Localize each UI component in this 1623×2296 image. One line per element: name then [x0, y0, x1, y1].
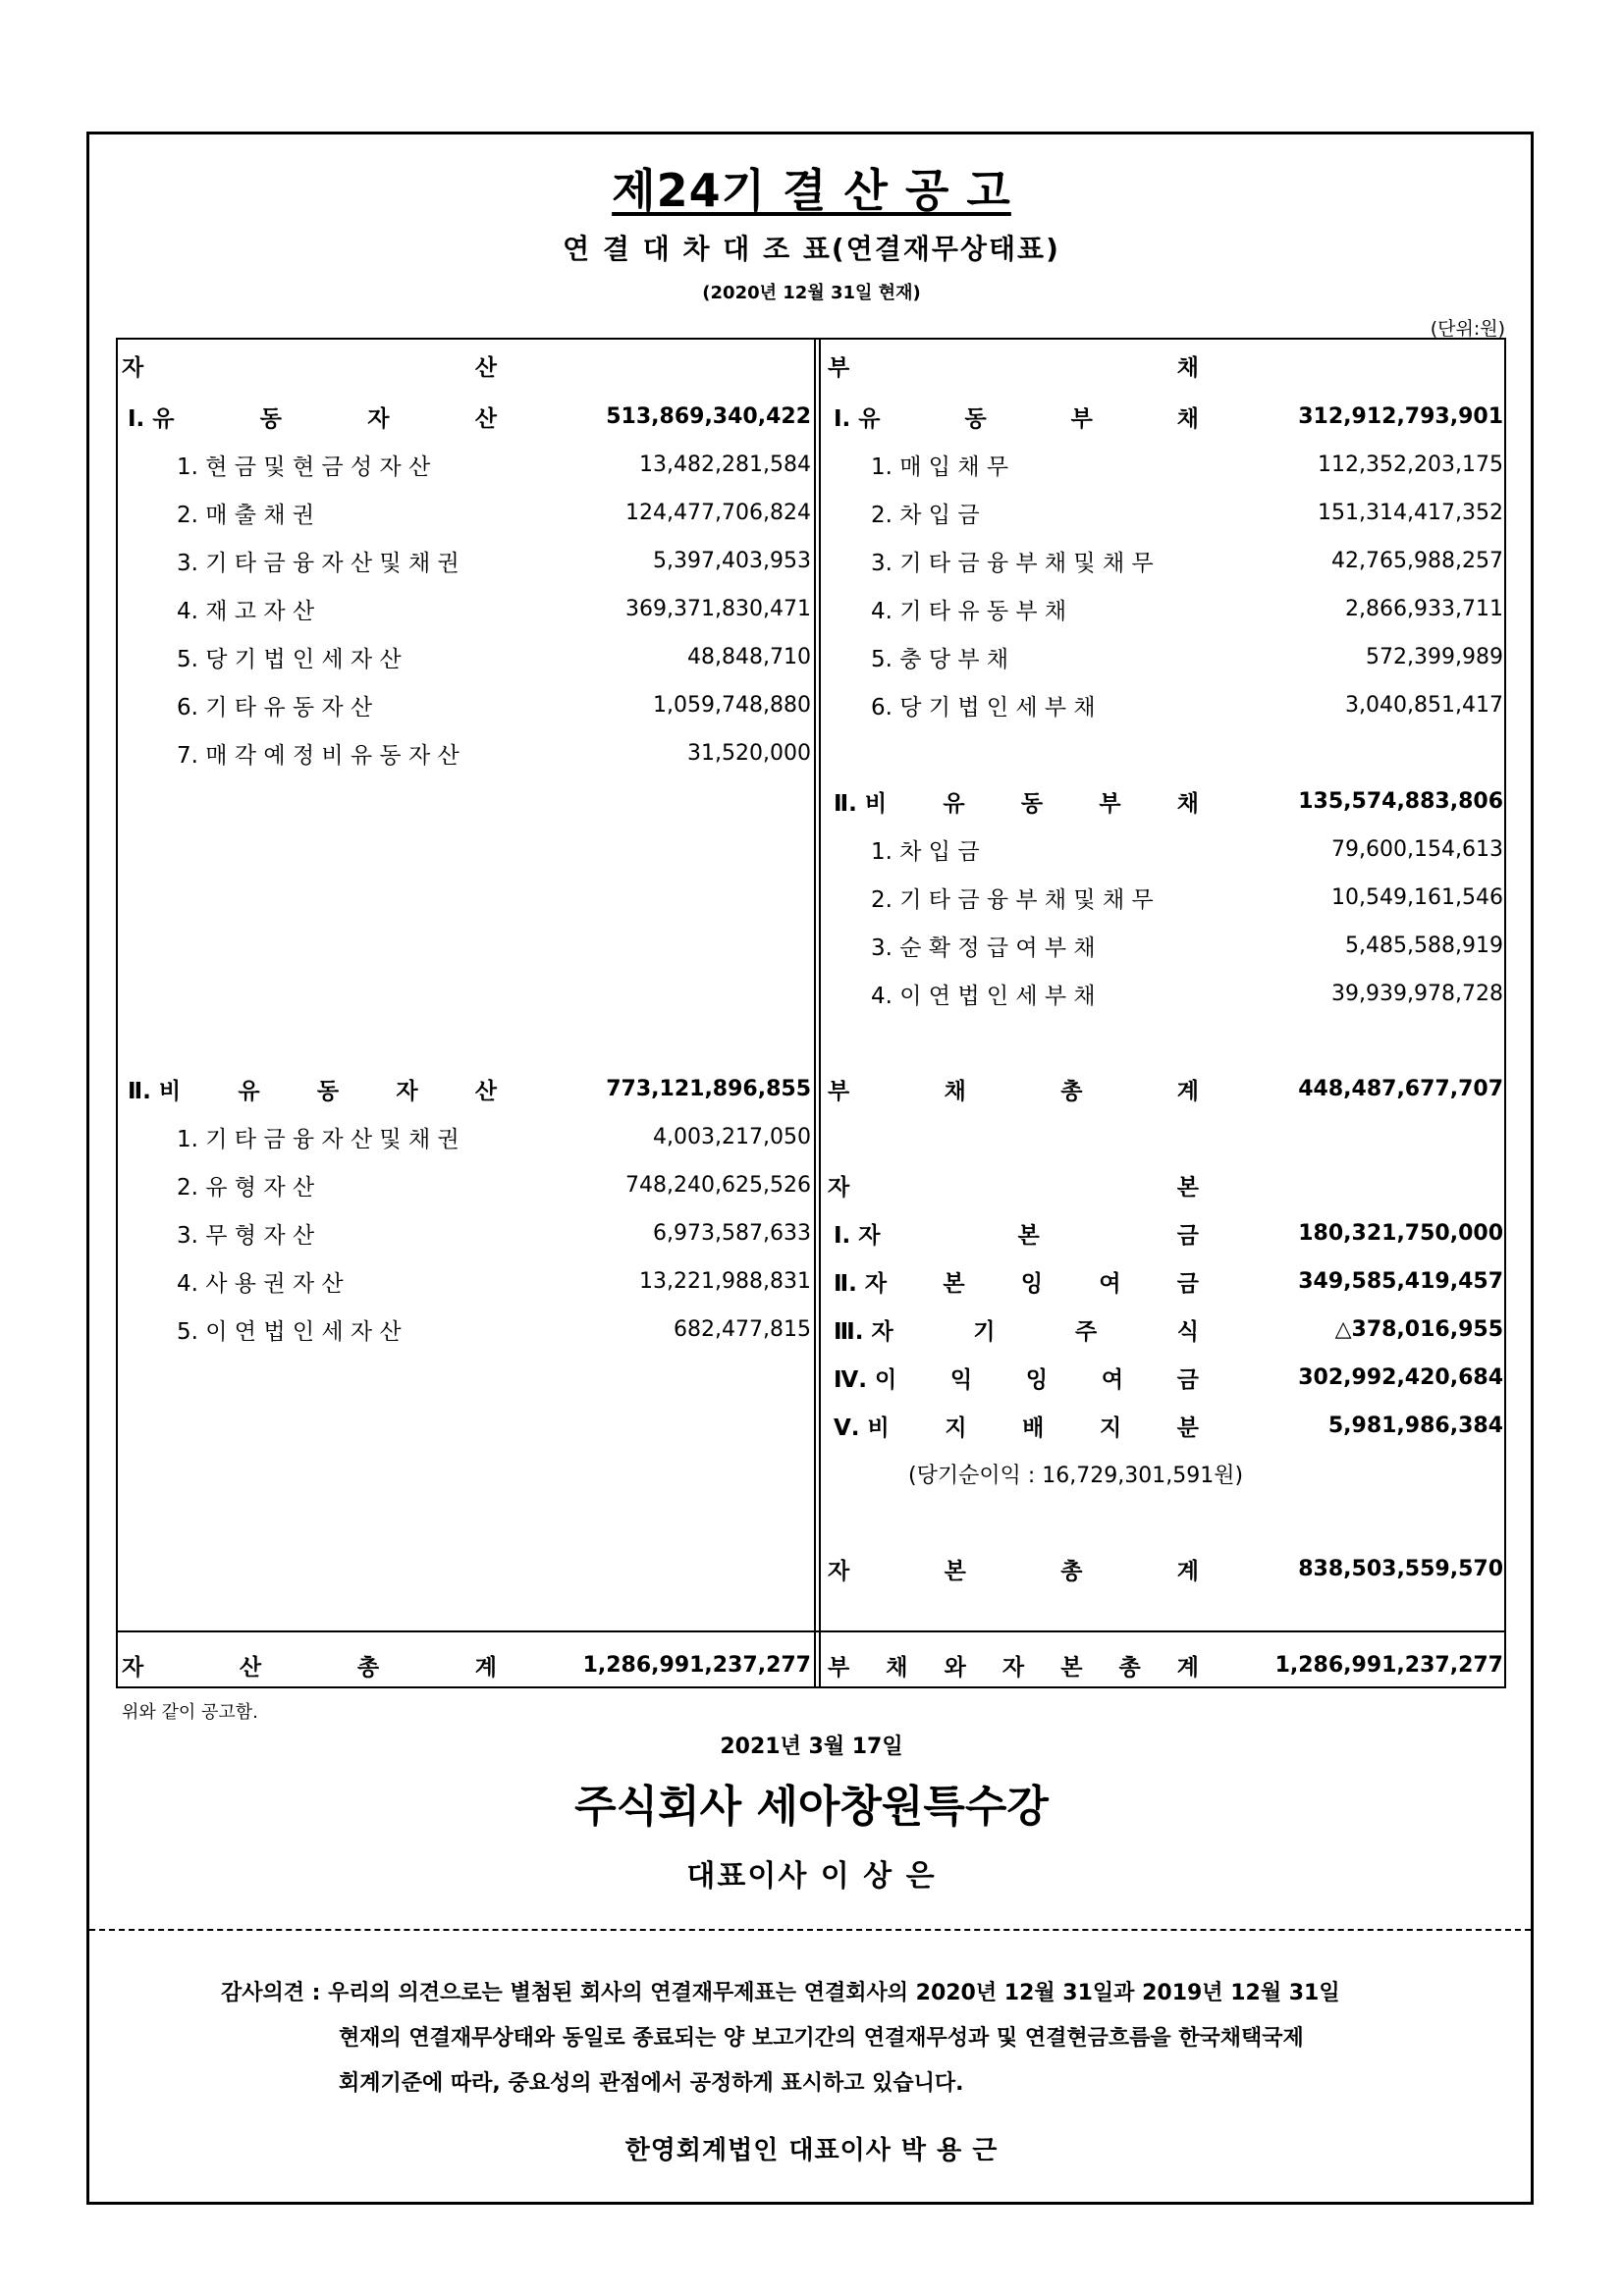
- liability-item-value: 572,399,989: [1366, 644, 1503, 669]
- total-liabilities-label-1: 부: [828, 1078, 850, 1104]
- total-equity-label-4: 계: [1176, 1558, 1199, 1584]
- audit-opinion: [221, 1971, 1340, 2107]
- equity-item-row: [828, 1358, 1503, 1397]
- asset-item-label: 2. 매 출 채 권: [177, 502, 315, 528]
- total-equity-label-2: 본: [944, 1558, 966, 1584]
- equity-heading-row: [828, 1165, 1503, 1204]
- total-assets-row: [122, 1645, 811, 1684]
- noncurrent-assets-value: 773,121,896,855: [606, 1076, 811, 1101]
- announcement-date: 2021년 3월 17일: [720, 1735, 903, 1759]
- equity-item-row: [828, 1261, 1503, 1301]
- total-assets-label-1: 자: [122, 1654, 144, 1681]
- liability-item-label: 1. 매 입 채 무: [871, 454, 1009, 480]
- total-equity-row: [828, 1549, 1503, 1588]
- total-liabilities-value: 448,487,677,707: [1298, 1076, 1503, 1101]
- equity-item-label-part: 잉: [1025, 1366, 1049, 1393]
- equity-item-label-part: Ⅱ. 자: [834, 1270, 888, 1297]
- asset-item-row: [122, 445, 811, 484]
- assets-heading-2: 산: [474, 354, 497, 381]
- audit-opinion-line: 회계기준에 따라, 중요성의 관점에서 공정하게 표시하고 있습니다.: [339, 2071, 964, 2096]
- equity-heading-1: 자: [828, 1174, 850, 1201]
- liability-item-row: [828, 541, 1503, 580]
- liability-item-value: 151,314,417,352: [1318, 500, 1503, 525]
- equity-item-label-part: Ⅲ. 자: [834, 1318, 893, 1345]
- asset-item-value: 5,397,403,953: [653, 548, 811, 573]
- liability-item-row: [828, 445, 1503, 484]
- liability-item-value: 2,866,933,711: [1345, 596, 1503, 621]
- total-liabilities-label-2: 채: [944, 1078, 966, 1104]
- asset-item-label: 2. 유 형 자 산: [177, 1174, 315, 1201]
- asset-item-value: 124,477,706,824: [625, 500, 811, 525]
- audit-opinion-line: 감사의견 : 우리의 의견으로는 별첨된 회사의 연결재무제표는 연결회사의 2020년 12월 31일과 2019년 12월 31일: [221, 1981, 1340, 2005]
- section-divider: [89, 1929, 1531, 1931]
- asset-item-value: 1,059,748,880: [653, 692, 811, 718]
- asset-item-row: [122, 589, 811, 628]
- equity-item-label-part: 지: [1099, 1415, 1122, 1441]
- asset-item-row: [122, 1165, 811, 1204]
- current-liabilities-label-2: 동: [964, 405, 987, 432]
- total-equity-value: 838,503,559,570: [1298, 1556, 1503, 1581]
- equity-item-label-part: 본: [1017, 1222, 1040, 1249]
- liability-item-row: [828, 589, 1503, 628]
- grand-total-label-part: 총: [1118, 1654, 1141, 1681]
- equity-item-label-part: 금: [1176, 1270, 1199, 1297]
- liability-item-label: 4. 기 타 유 동 부 채: [871, 598, 1067, 624]
- equity-item-label-part: 주: [1075, 1318, 1098, 1345]
- liability-item-value: 39,939,978,728: [1331, 981, 1503, 1006]
- asset-item-row: [122, 1261, 811, 1301]
- grand-total-label-part: 부: [828, 1654, 850, 1681]
- liability-item-row: [828, 878, 1503, 917]
- asset-item-row: [122, 541, 811, 580]
- equity-item-value: △378,016,955: [1334, 1316, 1503, 1342]
- equity-item-row: [828, 1406, 1503, 1445]
- noncurrent-assets-row: [122, 1069, 811, 1108]
- equity-item-value: 5,981,986,384: [1327, 1413, 1503, 1438]
- liability-item-label: 2. 기 타 금 융 부 채 및 채 무: [871, 886, 1154, 913]
- noncurrent-assets-label-1: Ⅱ. 비: [128, 1078, 182, 1104]
- equity-item-label-part: 배: [1022, 1415, 1045, 1441]
- auditor-name: 한영회계법인 대표이사 박 용 근: [624, 2136, 999, 2165]
- asset-item-row: [122, 637, 811, 676]
- current-assets-value: 513,869,340,422: [606, 403, 811, 429]
- net-income-note-row: [828, 1454, 1503, 1493]
- grand-total-label-part: 계: [1176, 1654, 1199, 1681]
- total-liabilities-row: [828, 1069, 1503, 1108]
- asset-item-value: 6,973,587,633: [653, 1220, 811, 1246]
- asset-item-row: [122, 1309, 811, 1349]
- asset-item-label: 5. 이 연 법 인 세 자 산: [177, 1318, 402, 1345]
- liability-item-value: 79,600,154,613: [1331, 836, 1503, 862]
- current-liabilities-label-4: 채: [1176, 405, 1199, 432]
- asset-item-value: 682,477,815: [674, 1316, 811, 1342]
- liability-item-value: 112,352,203,175: [1318, 452, 1503, 477]
- noncurrent-liabilities-value: 135,574,883,806: [1298, 788, 1503, 814]
- equity-item-row: [828, 1213, 1503, 1253]
- asset-item-value: 48,848,710: [687, 644, 811, 669]
- grand-total-label-part: 본: [1060, 1654, 1083, 1681]
- asset-item-value: 369,371,830,471: [625, 596, 811, 621]
- current-liabilities-label-3: 부: [1070, 405, 1093, 432]
- noncurrent-liabilities-label-5: 채: [1176, 790, 1199, 817]
- asset-item-row: [122, 685, 811, 724]
- noncurrent-liabilities-label-3: 동: [1020, 790, 1044, 817]
- asset-item-label: 6. 기 타 유 동 자 산: [177, 694, 373, 721]
- current-liabilities-label-1: Ⅰ. 유: [834, 405, 881, 432]
- noncurrent-assets-label-3: 동: [316, 1078, 340, 1104]
- equity-item-label-part: Ⅰ. 자: [834, 1222, 881, 1249]
- total-equity-label-3: 총: [1060, 1558, 1083, 1584]
- equity-item-label-part: 지: [945, 1415, 967, 1441]
- audit-opinion-line: 현재의 연결재무상태와 동일로 종료되는 양 보고기간의 연결재무성과 및 연결현금흐름을 한국채택국제: [339, 2026, 1304, 2051]
- total-liabilities-label-4: 계: [1176, 1078, 1199, 1104]
- grand-total-label-part: 자: [1001, 1654, 1025, 1681]
- asset-item-row: [122, 733, 811, 773]
- total-assets-label-3: 총: [356, 1654, 380, 1681]
- asset-item-row: [122, 1117, 811, 1156]
- equity-item-label-part: 식: [1176, 1318, 1199, 1345]
- equity-item-label-part: 잉: [1020, 1270, 1044, 1297]
- liability-item-row: [828, 829, 1503, 869]
- grand-total-label-part: 와: [944, 1654, 966, 1681]
- equity-item-label-part: 금: [1176, 1366, 1199, 1393]
- current-assets-label-4: 산: [474, 405, 497, 432]
- page-title: 제24기 결 산 공 고: [612, 164, 1011, 217]
- noncurrent-assets-label-5: 산: [474, 1078, 497, 1104]
- equity-item-row: [828, 1309, 1503, 1349]
- noncurrent-liabilities-label-1: Ⅱ. 비: [834, 790, 888, 817]
- equity-item-label-part: 여: [1101, 1366, 1124, 1393]
- unit-label: (단위:원): [1430, 318, 1505, 340]
- total-assets-label-4: 계: [474, 1654, 497, 1681]
- liability-item-row: [828, 493, 1503, 532]
- asset-item-label: 4. 재 고 자 산: [177, 598, 315, 624]
- column-divider: [819, 338, 821, 1688]
- equity-item-label-part: 본: [943, 1270, 965, 1297]
- as-of-date: (2020년 12월 31일 현재): [702, 283, 921, 303]
- ceo-name: 대표이사 이 상 은: [686, 1859, 937, 1894]
- equity-item-label-part: 분: [1176, 1415, 1199, 1441]
- current-assets-label-1: Ⅰ. 유: [128, 405, 175, 432]
- liability-item-value: 3,040,851,417: [1345, 692, 1503, 718]
- noncurrent-liabilities-label-4: 부: [1099, 790, 1121, 817]
- liability-item-label: 1. 차 입 금: [871, 838, 980, 865]
- asset-item-row: [122, 493, 811, 532]
- liability-item-label: 4. 이 연 법 인 세 부 채: [871, 983, 1096, 1009]
- liabilities-heading-1: 부: [828, 354, 850, 381]
- asset-item-value: 748,240,625,526: [625, 1172, 811, 1198]
- equity-item-value: 302,992,420,684: [1298, 1364, 1503, 1390]
- asset-item-label: 1. 현 금 및 현 금 성 자 산: [177, 454, 431, 480]
- liability-item-label: 3. 기 타 금 융 부 채 및 채 무: [871, 550, 1154, 576]
- equity-item-label-part: 기: [973, 1318, 996, 1345]
- noncurrent-liabilities-label-2: 유: [943, 790, 965, 817]
- column-divider: [814, 338, 816, 1688]
- equity-item-label-part: Ⅴ. 비: [834, 1415, 890, 1441]
- liability-item-value: 5,485,588,919: [1345, 933, 1503, 958]
- total-liabilities-equity-value: 1,286,991,237,277: [1274, 1652, 1503, 1678]
- total-row-divider: [116, 1630, 1506, 1632]
- liability-item-label: 2. 차 입 금: [871, 502, 980, 528]
- liability-item-row: [828, 685, 1503, 724]
- noncurrent-liabilities-row: [828, 781, 1503, 821]
- liability-item-label: 6. 당 기 법 인 세 부 채: [871, 694, 1096, 721]
- statement-subtitle: 연 결 대 차 대 조 표(연결재무상태표): [563, 233, 1060, 265]
- asset-item-row: [122, 1213, 811, 1253]
- asset-item-label: 7. 매 각 예 정 비 유 동 자 산: [177, 742, 460, 769]
- equity-item-label-part: Ⅳ. 이: [834, 1366, 897, 1393]
- liability-item-label: 5. 충 당 부 채: [871, 646, 1009, 672]
- asset-item-label: 3. 무 형 자 산: [177, 1222, 315, 1249]
- liability-item-row: [828, 926, 1503, 965]
- current-assets-row: [122, 397, 811, 436]
- current-liabilities-value: 312,912,793,901: [1298, 403, 1503, 429]
- liabilities-heading-2: 채: [1176, 354, 1199, 381]
- current-assets-label-3: 자: [367, 405, 390, 432]
- equity-item-value: 349,585,419,457: [1298, 1268, 1503, 1294]
- asset-item-value: 13,221,988,831: [639, 1268, 811, 1294]
- asset-item-label: 5. 당 기 법 인 세 자 산: [177, 646, 402, 672]
- equity-item-label-part: 익: [949, 1366, 973, 1393]
- total-assets-value: 1,286,991,237,277: [582, 1652, 811, 1678]
- asset-item-value: 31,520,000: [687, 740, 811, 766]
- asset-item-value: 13,482,281,584: [639, 452, 811, 477]
- liability-item-row: [828, 974, 1503, 1013]
- grand-total-label-part: 채: [886, 1654, 908, 1681]
- noncurrent-assets-label-4: 자: [396, 1078, 418, 1104]
- assets-heading-1: 자: [122, 354, 144, 381]
- total-equity-label-1: 자: [828, 1558, 850, 1584]
- company-name: 주식회사 세아창원특수강: [574, 1782, 1049, 1832]
- liability-item-row: [828, 637, 1503, 676]
- total-liabilities-label-3: 총: [1060, 1078, 1083, 1104]
- equity-item-label-part: 금: [1176, 1222, 1199, 1249]
- announcement-note: 위와 같이 공고함.: [122, 1702, 258, 1723]
- noncurrent-assets-label-2: 유: [238, 1078, 260, 1104]
- asset-item-label: 1. 기 타 금 융 자 산 및 채 권: [177, 1126, 460, 1152]
- liability-item-label: 3. 순 확 정 급 여 부 채: [871, 934, 1096, 961]
- liability-item-value: 42,765,988,257: [1331, 548, 1503, 573]
- liabilities-heading-row: [828, 346, 1503, 385]
- total-assets-label-2: 산: [239, 1654, 262, 1681]
- current-liabilities-row: [828, 397, 1503, 436]
- assets-heading-row: [122, 346, 811, 385]
- total-liabilities-equity-row: [828, 1645, 1503, 1684]
- liability-item-value: 10,549,161,546: [1331, 884, 1503, 910]
- asset-item-label: 4. 사 용 권 자 산: [177, 1270, 344, 1297]
- current-assets-label-2: 동: [259, 405, 283, 432]
- net-income-note: (당기순이익 : 16,729,301,591원): [908, 1463, 1244, 1488]
- asset-item-value: 4,003,217,050: [653, 1124, 811, 1149]
- equity-heading-2: 본: [1176, 1174, 1199, 1201]
- equity-item-label-part: 여: [1099, 1270, 1121, 1297]
- equity-item-value: 180,321,750,000: [1298, 1220, 1503, 1246]
- asset-item-label: 3. 기 타 금 융 자 산 및 채 권: [177, 550, 460, 576]
